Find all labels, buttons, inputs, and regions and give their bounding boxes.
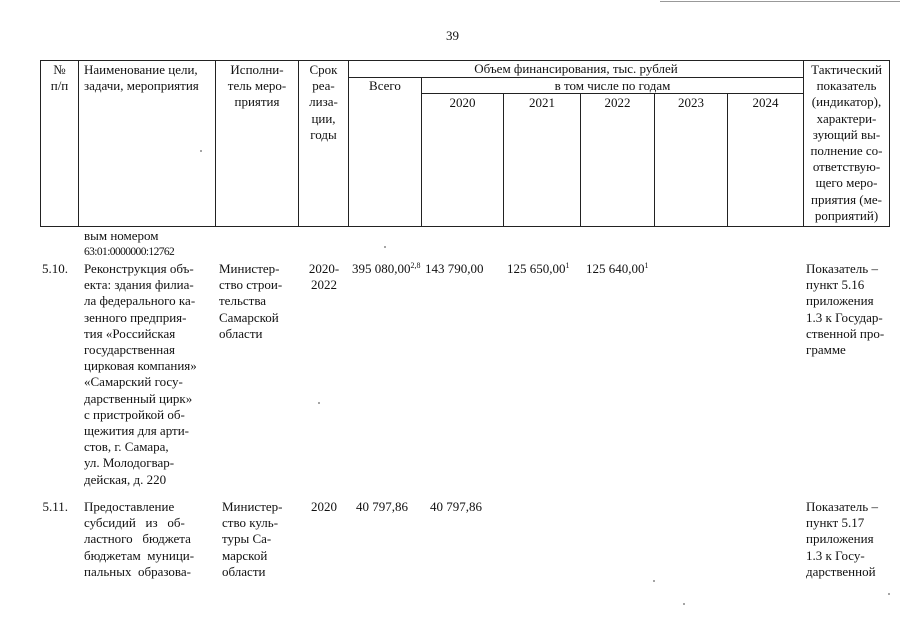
row-5-10-term: 2020- 2022 xyxy=(308,261,340,293)
header-year-2020: 2020 xyxy=(449,95,476,110)
row-5-10-2021-footnote: 1 xyxy=(565,261,570,270)
header-total: Всего xyxy=(369,78,401,93)
scan-speck xyxy=(683,603,685,605)
header-by-years: в том числе по годам xyxy=(554,78,671,93)
continuation-line-1: вым номером xyxy=(84,228,159,243)
scan-speck xyxy=(384,246,386,248)
col-divider-2022 xyxy=(654,93,655,227)
col-divider-2023 xyxy=(727,93,728,227)
row-5-11-num: 5.11. xyxy=(42,499,68,514)
row-5-10-name: Реконструкция объ- екта: здания филиа- ла федерального ка- зенного предприя- тия «Российская государственная цирковая компания» «Самарский госу- дарственный цирк» с пристройкой об- щежития для арти- стов, г. Самара, ул. Молодогвар- дейская, д. 220 xyxy=(84,261,197,487)
row-5-11-2020: 40 797,86 xyxy=(430,499,482,514)
row-5-10-total-footnote: 2,8 xyxy=(410,261,421,270)
header-year-2023: 2023 xyxy=(678,95,704,110)
header-year-2022: 2022 xyxy=(604,95,631,110)
row-5-11-indicator: Показатель – пункт 5.17 приложения 1.3 к Госу- дарственной xyxy=(806,499,878,579)
header-financing: Объем финансирования, тыс. рублей xyxy=(474,61,678,76)
header-num: № п/п xyxy=(50,62,69,94)
row-5-10-executor: Министер- ство строи- тельства Самарской области xyxy=(219,261,283,341)
header-name: Наименование цели, задачи, мероприятия xyxy=(84,62,199,94)
table-right-border xyxy=(889,60,890,227)
row-5-10-total-cell xyxy=(352,261,421,277)
continuation-line-2: 63:01:0000000:12762 xyxy=(84,246,175,258)
row-5-10-2022: 125 640,00 xyxy=(586,261,645,276)
row-5-10-2020: 143 790,00 xyxy=(425,261,484,276)
col-divider-num xyxy=(78,60,79,227)
row-5-10-2021-cell xyxy=(507,261,570,277)
header-indicator: Тактический показатель (индикатор), характери- зующий вы- полнение со- ответствую- щего меро- приятия (ме- роприятий) xyxy=(810,62,883,223)
row-5-10-total: 395 080,00 xyxy=(352,261,411,276)
header-term: Срок реа- лиза- ции, годы xyxy=(309,62,338,142)
row-5-11-name: Предоставление субсидий из об- ластного бюджета бюджетам муници- пальных образова- xyxy=(84,499,195,579)
row-5-10-2022-footnote: 1 xyxy=(644,261,649,270)
header-bottom-border xyxy=(40,226,890,227)
header-year-2024: 2024 xyxy=(752,95,779,110)
scan-speck xyxy=(888,593,890,595)
scan-speck xyxy=(200,150,202,152)
row-5-11-term: 2020 xyxy=(311,499,337,514)
col-divider-2020 xyxy=(503,93,504,227)
header-year-2021: 2021 xyxy=(529,95,555,110)
scan-speck xyxy=(653,580,655,582)
header-executor: Исполни- тель меро- приятия xyxy=(227,62,287,110)
row-5-10-indicator: Показатель – пункт 5.16 приложения 1.3 к Государ- ственной про- грамме xyxy=(806,261,885,358)
row-5-10-2022-cell xyxy=(586,261,649,277)
col-divider-2021 xyxy=(580,93,581,227)
row-5-10-2021: 125 650,00 xyxy=(507,261,566,276)
row-5-11-total: 40 797,86 xyxy=(356,499,408,514)
scan-speck xyxy=(318,402,320,404)
page-number: 39 xyxy=(446,28,459,43)
scan-artifact xyxy=(660,1,900,2)
row-5-11-executor: Министер- ство куль- туры Са- марской области xyxy=(222,499,283,579)
row-5-10-num: 5.10. xyxy=(42,261,68,276)
